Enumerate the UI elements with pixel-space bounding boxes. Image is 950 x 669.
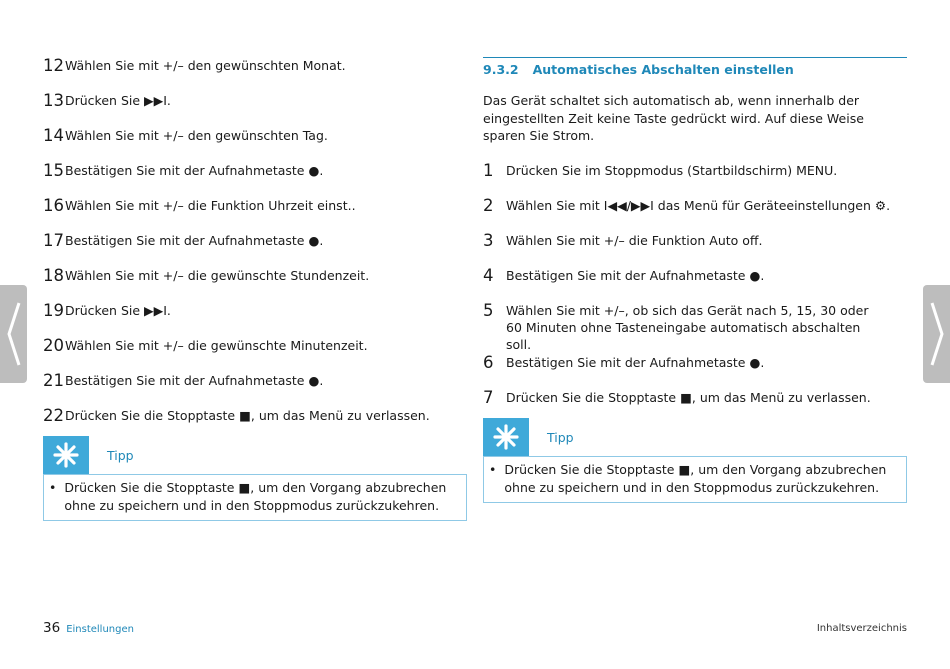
- step-text: Drücken Sie die Stopptaste ■, um das Menü zu verlassen.: [506, 390, 871, 405]
- tip-content: [43, 474, 467, 521]
- step-2: [483, 197, 907, 232]
- step-number: 14: [43, 126, 64, 145]
- step-number: 5: [483, 301, 494, 320]
- section-link[interactable]: Einstellungen: [66, 624, 134, 635]
- step-20: [43, 337, 430, 372]
- step-19: [43, 302, 430, 337]
- step-text: Wählen Sie mit +/– die Funktion Uhrzeit einst..: [65, 198, 356, 213]
- step-17: [43, 232, 430, 267]
- step-text: Bestätigen Sie mit der Aufnahmetaste ●.: [65, 163, 324, 178]
- bullet: •: [489, 462, 497, 477]
- step-text: Bestätigen Sie mit der Aufnahmetaste ●.: [506, 268, 765, 283]
- asterisk-icon-svg: [492, 423, 520, 451]
- chevron-left-icon: [6, 299, 22, 369]
- step-4: [483, 267, 907, 302]
- step-text: Bestätigen Sie mit der Aufnahmetaste ●.: [65, 373, 324, 388]
- step-number: 12: [43, 56, 64, 75]
- step-number: 20: [43, 336, 64, 355]
- step-number: 6: [483, 353, 494, 372]
- tip-label: Tipp: [107, 447, 134, 463]
- step-text: Wählen Sie mit +/– den gewünschten Tag.: [65, 128, 328, 143]
- step-14: [43, 127, 430, 162]
- tip-header: [483, 418, 907, 456]
- step-number: 16: [43, 196, 64, 215]
- step-text: Drücken Sie die Stopptaste ■, um das Menü zu verlassen.: [65, 408, 430, 423]
- step-text: Wählen Sie mit I◀◀/▶▶I das Menü für Geräteeinstellungen ⚙.: [506, 198, 891, 213]
- previous-page-button[interactable]: [0, 285, 27, 383]
- step-number: 13: [43, 91, 64, 110]
- step-text: Wählen Sie mit +/– die gewünschte Minutenzeit.: [65, 338, 368, 353]
- step-text: Wählen Sie mit +/– die gewünschte Stundenzeit.: [65, 268, 370, 283]
- step-5: [483, 302, 907, 354]
- footer-left: [43, 620, 134, 636]
- step-15: [43, 162, 430, 197]
- step-text: Bestätigen Sie mit der Aufnahmetaste ●.: [65, 233, 324, 248]
- step-6: [483, 354, 907, 389]
- tip-text: Drücken Sie die Stopptaste ■, um den Vorgang abzubrechen ohne zu speichern und in den Stoppmodus zurückzukehren.: [504, 462, 887, 495]
- step-number: 21: [43, 371, 64, 390]
- tip-label: Tipp: [547, 429, 574, 445]
- section-divider: [483, 57, 907, 58]
- step-12: [43, 57, 430, 92]
- asterisk-icon-svg: [52, 441, 80, 469]
- step-text: Bestätigen Sie mit der Aufnahmetaste ●.: [506, 355, 765, 370]
- step-text: Wählen Sie mit +/– die Funktion Auto off.: [506, 233, 763, 248]
- step-text: Drücken Sie im Stoppmodus (Startbildschirm) MENU.: [506, 163, 838, 178]
- chevron-right-icon: [929, 299, 945, 369]
- step-number: 7: [483, 388, 494, 407]
- step-3: [483, 232, 907, 267]
- intro-paragraph: Das Gerät schaltet sich automatisch ab, wenn innerhalb der eingestellten Zeit keine Taste gedrückt wird. Auf diese Weise sparen Sie Strom.: [483, 93, 864, 143]
- step-number: 1: [483, 161, 494, 180]
- step-text: Drücken Sie ▶▶I.: [65, 93, 171, 108]
- toc-link[interactable]: Inhaltsverzeichnis: [816, 623, 907, 634]
- step-number: 17: [43, 231, 64, 250]
- step-number: 4: [483, 266, 494, 285]
- tip-box-right: [483, 418, 907, 503]
- bullet: •: [49, 480, 57, 495]
- section-heading: [483, 62, 794, 77]
- step-21: [43, 372, 430, 407]
- step-text: Wählen Sie mit +/– den gewünschten Monat.: [65, 58, 346, 73]
- left-step-list: [43, 57, 430, 442]
- step-text: Wählen Sie mit +/–, ob sich das Gerät nach 5, 15, 30 oder 60 Minuten ohne Tasteneingabe automatisch abschalten soll.: [506, 303, 869, 352]
- asterisk-icon: [43, 436, 89, 474]
- right-step-list: [483, 162, 907, 424]
- step-number: 18: [43, 266, 64, 285]
- section-title: Automatisches Abschalten einstellen: [532, 62, 794, 77]
- tip-text: Drücken Sie die Stopptaste ■, um den Vorgang abzubrechen ohne zu speichern und in den Stoppmodus zurückzukehren.: [64, 480, 447, 513]
- step-number: 19: [43, 301, 64, 320]
- next-page-button[interactable]: [923, 285, 950, 383]
- step-16: [43, 197, 430, 232]
- step-number: 15: [43, 161, 64, 180]
- step-text: Drücken Sie ▶▶I.: [65, 303, 171, 318]
- page-number: 36: [43, 620, 61, 636]
- asterisk-icon: [483, 418, 529, 456]
- step-number: 22: [43, 406, 64, 425]
- step-1: [483, 162, 907, 197]
- section-number: 9.3.2: [483, 62, 519, 77]
- step-13: [43, 92, 430, 127]
- step-number: 3: [483, 231, 494, 250]
- tip-content: [483, 456, 907, 503]
- tip-header: [43, 436, 467, 474]
- step-number: 2: [483, 196, 494, 215]
- step-18: [43, 267, 430, 302]
- tip-box-left: [43, 436, 467, 521]
